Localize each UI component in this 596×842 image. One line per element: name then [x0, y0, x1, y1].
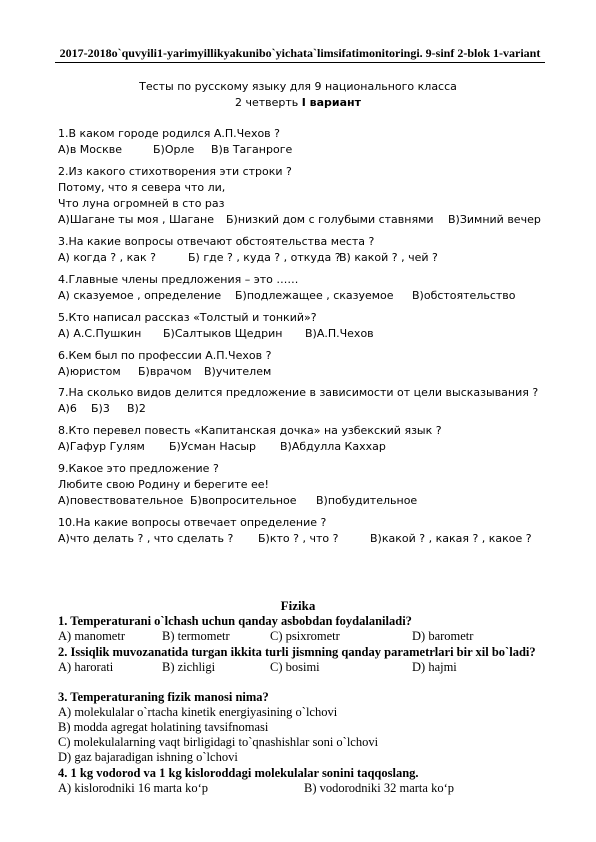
option-b: Б)вопросительное	[190, 494, 297, 507]
quote-line: Что луна огромней в сто раз	[58, 197, 225, 210]
option-c: В)обстоятельство	[412, 289, 516, 302]
option-b: Б)Салтыков Щедрин	[163, 327, 283, 340]
option-b: B) termometr	[162, 629, 230, 643]
option-a: А)Гафур Гулям	[58, 440, 145, 453]
answer-options	[58, 493, 418, 509]
question-text: 1.В каком городе родился А.П.Чехов ?	[58, 127, 280, 140]
answer-options	[58, 212, 541, 228]
fizika-question-1	[58, 614, 552, 644]
option-b: Б)Орле	[153, 143, 195, 156]
question-text: 9.Какое это предложение ?	[58, 462, 219, 475]
option-a: А)повествовательное	[58, 494, 184, 507]
russian-question-2	[58, 164, 541, 228]
question-text: 1. Temperaturani o`lchash uchun qanday asbobdan foydalaniladi?	[58, 614, 412, 628]
answer-options	[58, 629, 552, 644]
option-a: А)Шагане ты моя , Шагане	[58, 213, 215, 226]
russian-question-5	[58, 310, 374, 342]
answer-options	[58, 439, 442, 455]
option-d: D) barometr	[412, 629, 474, 643]
option-a: А) А.С.Пушкин	[58, 327, 142, 340]
option-c: В)Абдулла Каххар	[280, 440, 386, 453]
question-text: 7.На сколько видов делится предложение в зависимости от цели высказывания ?	[58, 386, 539, 399]
answer-options	[58, 288, 516, 304]
fizika-question-4	[58, 766, 552, 796]
option-b: Б)кто ? , что ?	[258, 532, 339, 545]
option-b: Б)врачом	[138, 365, 192, 378]
option-b: B) vodorodniki 32 marta ko‘p	[304, 781, 454, 795]
option-a: А)в Москве	[58, 143, 122, 156]
option-c: C) psixrometr	[270, 629, 340, 643]
option-b: Б)3	[91, 402, 110, 415]
question-text: 3.На какие вопросы отвечают обстоятельства места ?	[58, 235, 375, 248]
russian-question-1	[58, 126, 293, 158]
title-line-2: 2 четверть I вариант	[234, 96, 362, 109]
test-title	[0, 79, 596, 111]
option-d: D) hajmi	[412, 660, 457, 674]
quote-line: Потому, что я севера что ли,	[58, 181, 226, 194]
option-c: В)в Таганроге	[211, 143, 293, 156]
option-a: A) manometr	[58, 629, 125, 643]
option-c: В) какой ? , чей ?	[339, 251, 438, 264]
document-header: 2017-2018o`quvyili1-yarimyillikyakunibo`yichata`limsifatimonitoringi. 9-sinf 2-blok 1-variant	[55, 46, 545, 63]
answer-options	[58, 142, 293, 158]
option-b: Б)Усман Насыр	[169, 440, 257, 453]
option-c: C) molekulalarning vaqt birligidagi to`qnashishlar soni o`lchovi	[58, 735, 379, 749]
russian-question-9	[58, 461, 418, 509]
option-c: C) bosimi	[270, 660, 320, 674]
question-text: 2. Issiqlik muvozanatida turgan ikkita turli jismning qanday parametrlari bir xil bo`ladi?	[58, 645, 536, 659]
option-b: Б)низкий дом с голубыми ставнями	[226, 213, 434, 226]
option-c: В)учителем	[204, 365, 272, 378]
russian-question-7	[58, 385, 538, 417]
option-a: A) kislorodniki 16 marta ko‘p	[58, 781, 208, 795]
option-b: B) zichligi	[162, 660, 216, 674]
option-d: D) gaz bajaradigan ishning o`lchovi	[58, 750, 238, 764]
fizika-question-2	[58, 645, 552, 675]
russian-question-10	[58, 515, 532, 547]
russian-question-4	[58, 272, 516, 304]
russian-question-3	[58, 234, 438, 266]
question-text: 6.Кем был по профессии А.П.Чехов ?	[58, 349, 272, 362]
option-c: В)какой ? , какая ? , какое ?	[370, 532, 532, 545]
title-line-1: Тесты по русскому языку для 9 национального класса	[139, 80, 457, 93]
answer-options	[58, 401, 538, 417]
option-a: А)юристом	[58, 365, 121, 378]
option-a: A) molekulalar o`rtacha kinetik energiyasining o`lchovi	[58, 705, 338, 719]
option-b: Б) где ? , куда ? , откуда ?	[188, 251, 341, 264]
question-text: 2.Из какого стихотворения эти строки ?	[58, 165, 292, 178]
option-b: Б)подлежащее , сказуемое	[235, 289, 394, 302]
option-a: A) harorati	[58, 660, 114, 674]
fizika-question-3	[58, 690, 552, 765]
question-text: 4. 1 kg vodorod va 1 kg kisloroddagi molekulalar sonini taqqoslang.	[58, 766, 419, 780]
option-a: А)6	[58, 402, 77, 415]
russian-question-8	[58, 423, 442, 455]
option-c: В)А.П.Чехов	[305, 327, 374, 340]
option-c: В)побудительное	[316, 494, 418, 507]
question-text: 10.На какие вопросы отвечает определение ?	[58, 516, 327, 529]
question-text: 3. Temperaturaning fizik manosi nima?	[58, 690, 269, 704]
quote-line: Любите свою Родину и берегите ее!	[58, 478, 269, 491]
answer-options	[58, 250, 438, 266]
option-c: В)2	[127, 402, 146, 415]
answer-options	[58, 531, 532, 547]
question-text: 4.Главные члены предложения – это ……	[58, 273, 299, 286]
option-c: В)Зимний вечер	[448, 213, 541, 226]
answer-options	[58, 326, 374, 342]
option-b: B) modda agregat holatining tavsifnomasi	[58, 720, 269, 734]
answer-options	[58, 364, 271, 380]
option-a: А) когда ? , как ?	[58, 251, 157, 264]
fizika-title: Fizika	[280, 598, 316, 613]
russian-question-6	[58, 348, 271, 380]
option-a: А)что делать ? , что сделать ?	[58, 532, 234, 545]
variant-label: I вариант	[301, 96, 362, 109]
question-text: 5.Кто написал рассказ «Толстый и тонкий»?	[58, 311, 317, 324]
answer-options	[58, 781, 552, 796]
question-text: 8.Кто перевел повесть «Капитанская дочка» на узбекский язык ?	[58, 424, 442, 437]
option-a: А) сказуемое , определение	[58, 289, 222, 302]
answer-options	[58, 660, 552, 675]
